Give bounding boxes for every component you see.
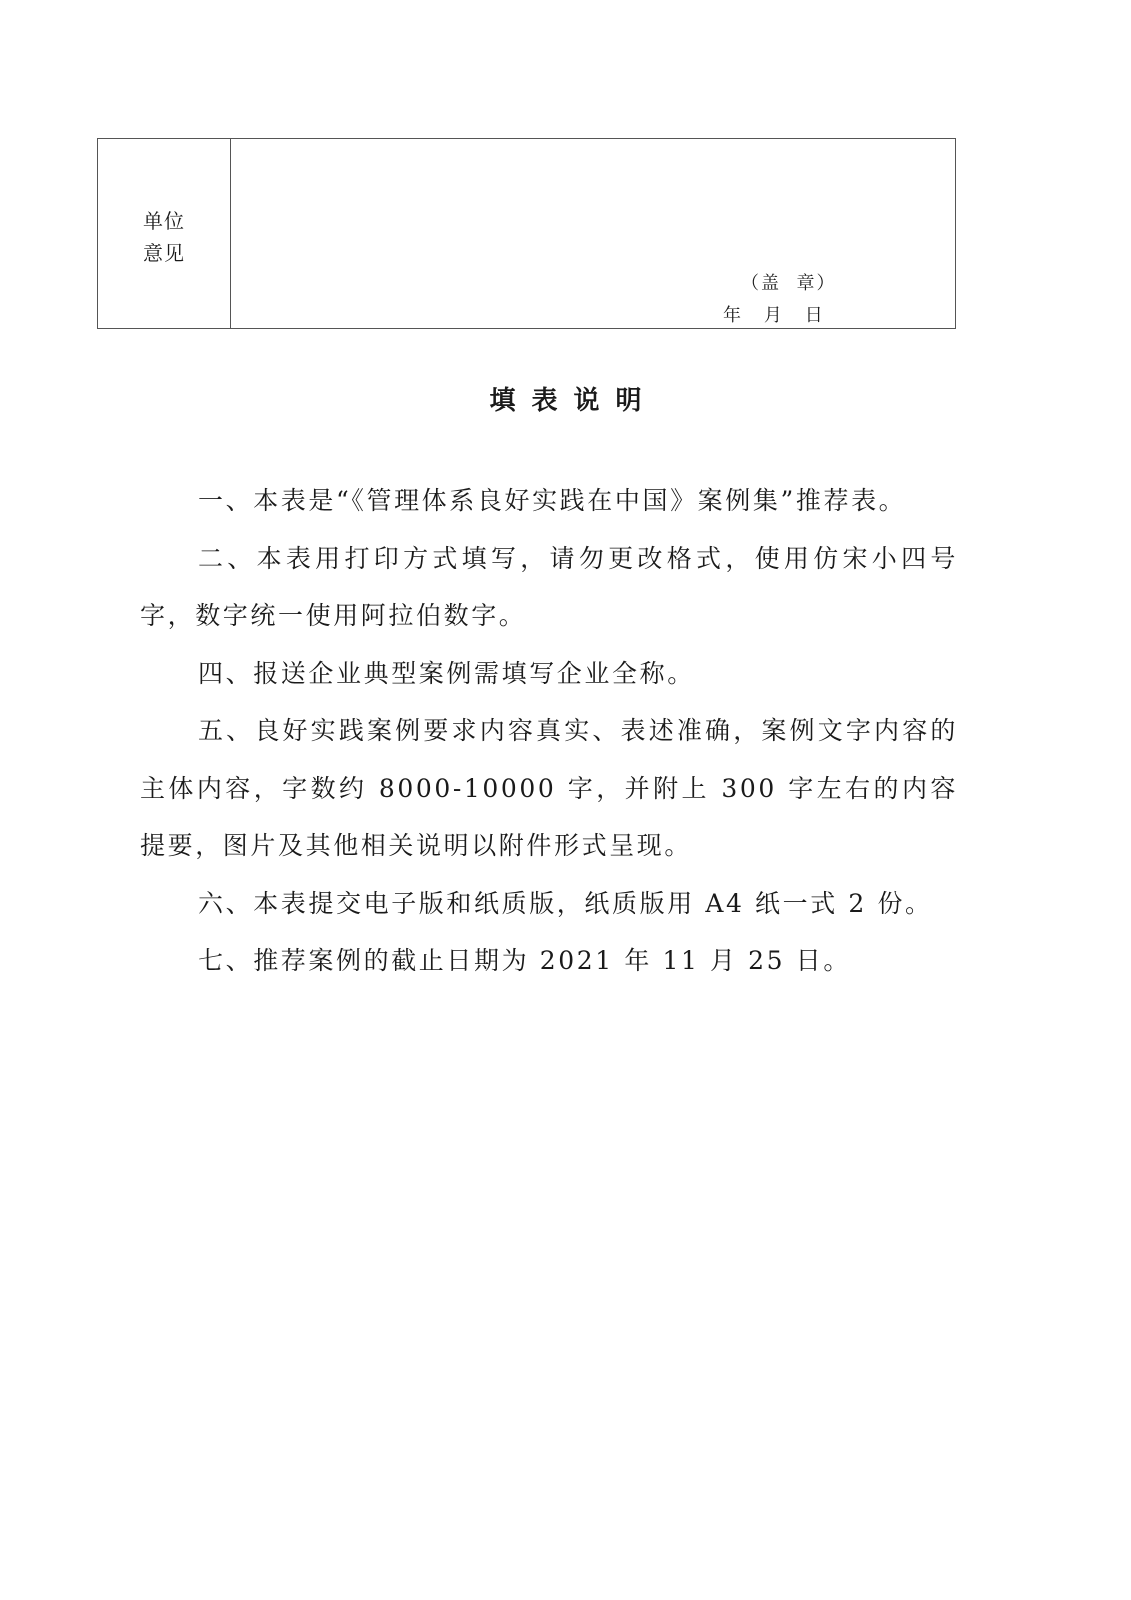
instruction-item: 五、良好实践案例要求内容真实、表述准确，案例文字内容的主体内容，字数约 8000-10000 字，并附上 300 字左右的内容提要，图片及其他相关说明以附件形式呈现。 <box>140 716 958 860</box>
label-line-1: 单位 <box>143 209 185 233</box>
unit-opinion-label <box>143 205 185 269</box>
unit-opinion-label-cell <box>98 139 231 328</box>
unit-opinion-table <box>97 138 956 329</box>
instruction-item: 二、本表用打印方式填写，请勿更改格式，使用仿宋小四号字，数字统一使用阿拉伯数字。 <box>140 543 958 630</box>
instructions-title: 填表说明 <box>489 386 658 416</box>
instruction-item: 四、报送企业典型案例需填写企业全称。 <box>198 658 695 688</box>
date-placeholder: 年 月 日 <box>723 305 823 326</box>
instruction-item: 七、推荐案例的截止日期为 2021 年 11 月 25 日。 <box>198 946 851 975</box>
instruction-item: 一、本表是“《管理体系良好实践在中国》案例集”推荐表。 <box>198 486 907 515</box>
instruction-item: 六、本表提交电子版和纸质版，纸质版用 A4 纸一式 2 份。 <box>198 888 933 918</box>
instructions-list <box>140 472 958 990</box>
unit-opinion-content-cell[interactable] <box>231 139 955 328</box>
seal-placeholder: （盖 章） <box>741 273 837 294</box>
label-line-2: 意见 <box>143 241 185 265</box>
